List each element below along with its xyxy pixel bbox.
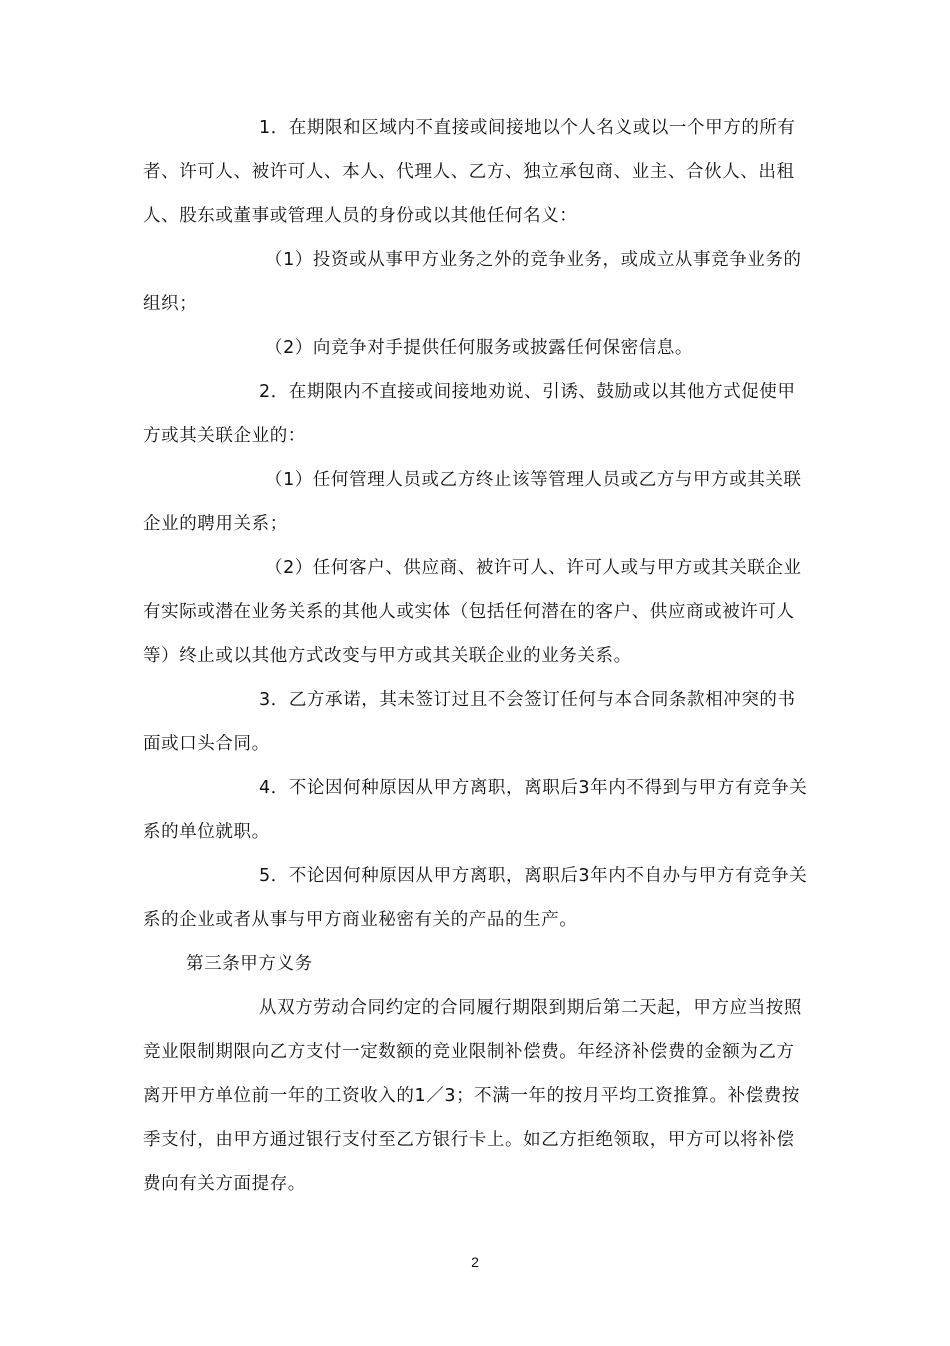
article-3-body-paragraph: 从双方劳动合同约定的合同履行期限到期后第二天起，甲方应当按照竞业限制期限向乙方支付一定数额的竞业限制补偿费。年经济补偿费的金额为乙方离开甲方单位前一年的工资收入的1／3；不满一年的按月平均工资推算。补偿费按季支付，由甲方通过银行支付至乙方银行卡上。如乙方拒绝领取，甲方可以将补偿费向有关方面提存。 xyxy=(143,998,802,1194)
clause-1-item-1-paragraph: （1）投资或从事甲方业务之外的竞争业务，或成立从事竞争业务的组织； xyxy=(143,250,802,314)
clause-1-paragraph: 1．在期限和区域内不直接或间接地以个人名义或以一个甲方的所有者、许可人、被许可人、本人、代理人、乙方、独立承包商、业主、合伙人、出租人、股东或董事或管理人员的身份或以其他任何名义： xyxy=(143,118,796,226)
clause-1-item-2-paragraph: （2）向竞争对手提供任何服务或披露任何保密信息。 xyxy=(265,338,694,358)
clause-2-item-1-paragraph: （1）任何管理人员或乙方终止该等管理人员或乙方与甲方或其关联企业的聘用关系； xyxy=(143,470,802,534)
clause-2-item-2-paragraph: （2）任何客户、供应商、被许可人、许可人或与甲方或其关联企业有实际或潜在业务关系的其他人或实体（包括任何潜在的客户、供应商或被许可人等）终止或以其他方式改变与甲方或其关联企业的业务关系。 xyxy=(143,558,802,666)
article-3-heading: 第三条甲方义务 xyxy=(186,954,313,974)
clause-4-paragraph: 4．不论因何种原因从甲方离职，离职后3年内不得到与甲方有竞争关系的单位就职。 xyxy=(143,778,808,842)
clause-3-paragraph: 3．乙方承诺，其未签订过且不会签订任何与本合同条款相冲突的书面或口头合同。 xyxy=(143,690,796,754)
clause-2-paragraph: 2．在期限内不直接或间接地劝说、引诱、鼓励或以其他方式促使甲方或其关联企业的： xyxy=(143,382,796,446)
clause-5-paragraph: 5．不论因何种原因从甲方离职，离职后3年内不自办与甲方有竞争关系的企业或者从事与甲方商业秘密有关的产品的生产。 xyxy=(143,866,808,930)
page-number: 2 xyxy=(471,1254,479,1270)
